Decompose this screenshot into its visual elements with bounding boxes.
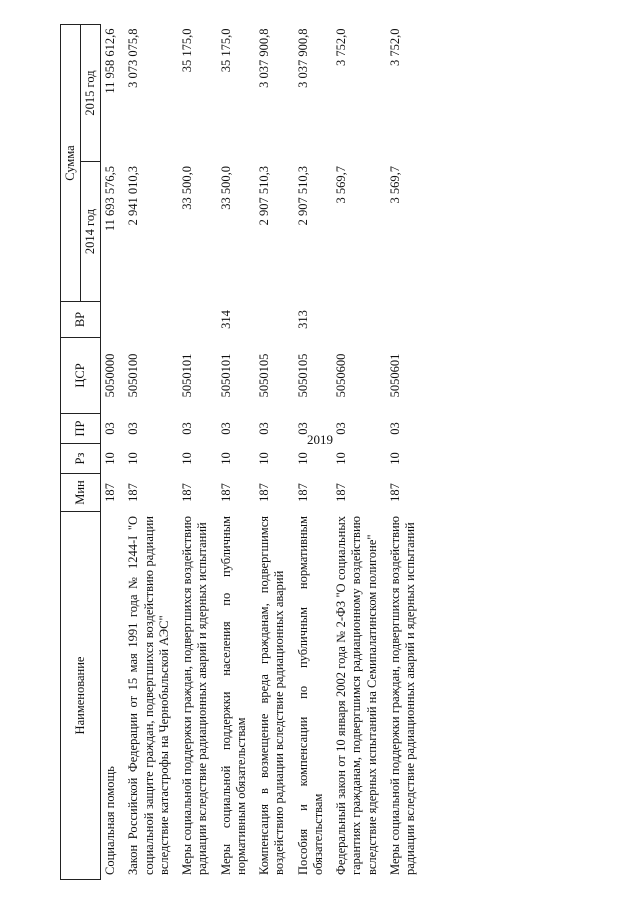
cell-vr xyxy=(328,302,382,338)
cell-min: 187 xyxy=(334,483,348,502)
cell-name: Меры социальной поддержки граждан, подвергшихся воздействию радиации вследствие радиационных аварий и ядерных испытаний xyxy=(180,516,210,875)
table-row xyxy=(101,25,121,880)
cell-name: Меры социальной поддержки граждан, подвергшихся воздействию радиации вследствие радиационных аварий и ядерных испытаний xyxy=(387,516,417,875)
cell-vr xyxy=(120,302,174,338)
cell-y2015: 35 175,0 xyxy=(218,28,233,73)
cell-pr: 03 xyxy=(180,422,194,435)
cell-y2014: 33 500,0 xyxy=(218,166,233,210)
cell-name: Закон Российской Федерации от 15 мая 1991 года № 1244-I "О социальной защите граждан, подвергшихся воздействию радиации вследствие катастрофы на Чернобыльской АЭС" xyxy=(126,516,171,875)
cell-pr: 03 xyxy=(295,422,310,435)
cell-name: Федеральный закон от 10 января 2002 года № 2-ФЗ "О социальных гарантиях гражданам, подвергшимся радиационному воздействию вследствие ядерных испытаний на Семипалатинском полигоне" xyxy=(334,516,379,875)
cell-rz: 10 xyxy=(180,452,194,465)
cell-vr xyxy=(174,302,213,338)
cell-y2014: 2 941 010,3 xyxy=(126,166,141,226)
cell-name: Меры социальной поддержки населения по публичным нормативным обязательствам xyxy=(218,516,248,875)
cell-y2014: 3 569,7 xyxy=(334,166,348,204)
cell-vr xyxy=(382,302,421,338)
cell-y2014: 2 907 510,3 xyxy=(257,166,271,226)
cell-vr xyxy=(101,302,121,338)
header-sum: Сумма xyxy=(61,25,81,302)
cell-pr: 03 xyxy=(218,422,233,435)
header-name: Наименование xyxy=(61,512,101,880)
header-rz: Рз xyxy=(61,444,101,474)
cell-y2015: 35 175,0 xyxy=(180,28,194,73)
cell-min: 187 xyxy=(387,483,402,502)
cell-csr: 5050600 xyxy=(334,353,348,398)
table-row xyxy=(213,25,252,880)
cell-y2014: 11 693 576,5 xyxy=(103,166,117,232)
cell-min: 187 xyxy=(103,483,117,502)
cell-rz: 10 xyxy=(295,452,310,465)
header-pr: ПР xyxy=(61,414,101,444)
table-row xyxy=(120,25,174,880)
cell-rz: 10 xyxy=(218,452,233,465)
cell-rz: 10 xyxy=(257,452,271,465)
table-row xyxy=(251,25,290,880)
cell-rz: 10 xyxy=(126,452,141,465)
table-row xyxy=(290,25,329,880)
cell-vr xyxy=(251,302,290,338)
cell-rz: 10 xyxy=(103,452,117,465)
header-2014: 2014 год xyxy=(81,162,101,302)
cell-csr: 5050100 xyxy=(126,353,141,398)
cell-y2015: 3 752,0 xyxy=(387,28,402,66)
cell-name: Пособия и компенсации по публичным нормативным обязательствам xyxy=(295,516,325,875)
table-row xyxy=(174,25,213,880)
cell-min: 187 xyxy=(257,483,271,502)
cell-pr: 03 xyxy=(103,422,117,435)
cell-rz: 10 xyxy=(334,452,348,465)
cell-y2015: 3 752,0 xyxy=(334,28,348,66)
cell-csr: 5050101 xyxy=(180,353,194,398)
cell-y2014: 2 907 510,3 xyxy=(295,166,310,226)
cell-y2015: 11 958 612,6 xyxy=(103,28,117,94)
table-row xyxy=(328,25,382,880)
cell-y2015: 3 073 075,8 xyxy=(126,28,141,88)
header-min: Мин xyxy=(61,474,101,512)
table-row xyxy=(382,25,421,880)
cell-y2014: 3 569,7 xyxy=(387,166,402,204)
cell-csr: 5050000 xyxy=(103,353,117,398)
header-csr: ЦСР xyxy=(61,338,101,414)
cell-y2014: 33 500,0 xyxy=(180,166,194,210)
cell-min: 187 xyxy=(295,483,310,502)
cell-min: 187 xyxy=(180,483,194,502)
cell-pr: 03 xyxy=(334,422,348,435)
cell-pr: 03 xyxy=(387,422,402,435)
cell-y2015: 3 037 900,8 xyxy=(257,28,271,88)
cell-rz: 10 xyxy=(387,452,402,465)
cell-csr: 5050601 xyxy=(387,353,402,398)
cell-min: 187 xyxy=(218,483,233,502)
header-2015: 2015 год xyxy=(81,25,101,162)
cell-csr: 5050101 xyxy=(218,353,233,398)
page-number: 2019 xyxy=(307,432,333,447)
cell-csr: 5050105 xyxy=(295,353,310,398)
cell-name: Социальная помощь xyxy=(103,766,117,875)
cell-vr: 313 xyxy=(295,310,310,329)
cell-y2015: 3 037 900,8 xyxy=(295,28,310,88)
header-vr: ВР xyxy=(61,302,101,338)
budget-table-sheet xyxy=(60,25,605,880)
cell-vr: 314 xyxy=(218,310,233,329)
cell-name: Компенсация в возмещение вреда гражданам, подвергшимся воздействию радиации вследствие радиационных аварий xyxy=(257,516,287,875)
budget-table xyxy=(60,24,421,880)
cell-csr: 5050105 xyxy=(257,353,271,398)
cell-min: 187 xyxy=(126,483,141,502)
cell-pr: 03 xyxy=(126,422,141,435)
cell-pr: 03 xyxy=(257,422,271,435)
